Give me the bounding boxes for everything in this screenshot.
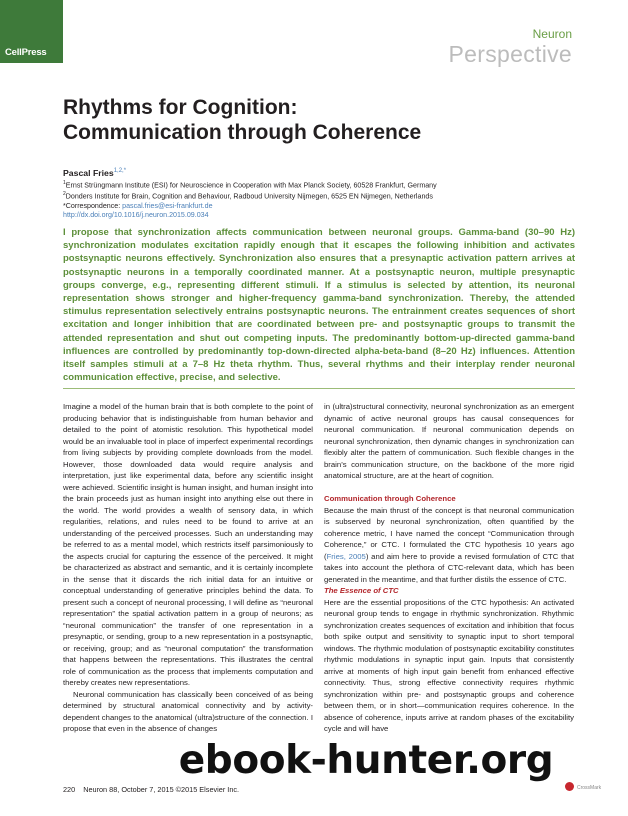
- paragraph: [324, 505, 574, 586]
- affiliation-mark: 1: [63, 179, 66, 186]
- journal-name: Neuron: [532, 27, 572, 41]
- section-heading: Communication through Coherence: [324, 494, 456, 503]
- affiliation-text: Ernst Strüngmann Institute (ESI) for Neuroscience in Cooperation with Max Planck Society, 60528 Frankfurt, Germany: [65, 181, 437, 190]
- body-column-left: [63, 401, 313, 735]
- author-marks: 1,2,*: [113, 168, 127, 174]
- correspondence-email-link[interactable]: pascal.fries@esi-frankfurt.de: [122, 201, 213, 210]
- doi: [63, 211, 583, 220]
- correspondence-label: *Correspondence:: [63, 201, 123, 210]
- affiliation-mark: 2: [63, 191, 66, 198]
- affiliation: [63, 190, 583, 201]
- paragraph: Imagine a model of the human brain that is both complete to the point of producing behavior that is indistinguishable from human behavior and detailed to the point of atomistic resolution. This hypothetical model would be an invaluable tool in place of imperfect experimental recordings from living subjects by providing complete downloads from the model. However, those downloaded data would require analysis and interpretation, just like experimental data, before any scientific insight were achieved. Scientific insight is human insight, and human insight into the brain proceeds just as human insight into anything else out there in the world. The world provides a wealth of sensory data, in which regularities, relations, and rules need to be found to arrive at an understanding of the perceived processes. Such an understanding may be referred to as a mental model, which restricts itself parsimoniously to the aspects crucial for capturing the essence of the perceived. It might be characterized as abstract and semantic, and it is certainly incomplete in the sense that it discards the rich initial data for an intuitive or conceptual understanding of generative principles behind the data. To present such a concept of neuronal processing, I will define as “neuronal representation” the spatial activation pattern in a group of neurons; as “neuronal communication” the transfer of one representation in a presynaptic, or sending, group to a new representation in a postsynaptic, or receiving, group; and as “neuronal computation” the transformation that happens between the representations. This illustrates the central role of communication as the process that implements computation and thereby creates new representations.: [63, 402, 313, 687]
- paragraph: Neuronal communication has classically been conceived of as being determined by structural anatomical connectivity and by activity-dependent changes to the anatomical (ultra)structure of the connection. I propose that even in the absence of changes: [63, 689, 313, 733]
- affiliation-text: Donders Institute for Brain, Cognition and Behaviour, Radboud University Nijmegen, 6525 EN Nijmegen, Netherlands: [65, 192, 433, 201]
- cellpress-logo-text: CellPress: [5, 47, 47, 58]
- paragraph: Here are the essential propositions of the CTC hypothesis: An activated neuronal group tends to engage in rhythmic synchronization. Rhythmic synchronization creates sequences of excitation and inhibition that focus both spike output and sensitivity to synaptic input to short temporal windows. The rhythmic modulation of postsynaptic excitability constitutes rhythmic modulations in synaptic input gain. Inputs that consistently arrive at moments of high input gain benefit from enhanced effective connectivity. Thus, strong effective connectivity requires rhythmic synchronization within pre- and postsynaptic groups and coherence between them, or in short—communication requires coherence. In the absence of coherence, inputs arrive at random phases of the excitability cycle and will have: [324, 597, 574, 733]
- affiliation: [63, 179, 583, 190]
- crossmark-label: CrossMark: [577, 785, 602, 791]
- paragraph: in (ultra)structural connectivity, neuronal synchronization as an emergent dynamic of active neuronal groups has causal consequences for neuronal communication. If neuronal communication depends on neuronal synchronization, then dynamic changes in synchronization can flexibly alter the pattern of communication. Such flexible changes in the brain’s communication structure, on the backbone of the more rigid anatomical structure, are at the heart of cognition.: [324, 402, 574, 480]
- article-type: Perspective: [448, 41, 572, 67]
- body-column-right: [324, 401, 574, 735]
- article-title: [63, 95, 503, 145]
- title-line: Rhythms for Cognition:: [63, 96, 298, 119]
- cellpress-logo: [0, 0, 63, 63]
- subsection-heading: The Essence of CTC: [324, 586, 399, 595]
- title-line: Communication through Coherence: [63, 121, 422, 144]
- citation-link[interactable]: Fries, 2005: [326, 551, 366, 561]
- author-name-line: [63, 166, 583, 179]
- page-number: 220: [63, 785, 76, 794]
- abstract: I propose that synchronization affects communication between neuronal groups. Gamma-band (30–90 Hz) synchronization modulates excitation rapidly enough that it escapes the following inhibition and activates postsynaptic neurons effectively. Synchronization also ensures that a presynaptic activation pattern arrives at postsynaptic neurons in a temporally coordinated manner. At a postsynaptic neuron, multiple presynaptic groups converge, e.g., representing different stimuli. If a stimulus is selected by attention, its neuronal representation shows stronger and higher-frequency gamma-band synchronization. Thereby, the attended stimulus representation selectively entrains postsynaptic neurons. The entrainment creates sequences of short excitation and longer inhibition that are coordinated between pre- and postsynaptic groups to transmit the attended representation and shut out competing inputs. The predominantly bottom-up-directed gamma-band influences are controlled by predominantly top-down-directed alpha-beta-band (8–20 Hz) influences. Attention itself samples stimuli at a 7–8 Hz theta rhythm. Thus, several rhythms and their interplay render neuronal communication effective, precise, and selective.: [63, 227, 575, 384]
- doi-link[interactable]: http://dx.doi.org/10.1016/j.neuron.2015.09.034: [63, 210, 209, 219]
- author-block: [63, 166, 583, 220]
- author-name: Pascal Fries: [63, 167, 114, 178]
- correspondence: [63, 202, 583, 211]
- paragraph-text: Because the main thrust of the concept is that neuronal communication is subserved by neuronal synchronization, often quantified by the coherence metric, I have named the concept “Communication through Coherence,” or CTC. I formulated the CTC hypothesis 10 years ago (: [324, 505, 574, 561]
- divider: [63, 388, 575, 389]
- footer-citation: Neuron 88, October 7, 2015 ©2015 Elsevier Inc.: [83, 785, 240, 794]
- paragraph-text: ) and aim here to provide a revised formulation of CTC that takes into account the plethora of CTC-relevant data, which has been generated in the meantime, and that further distils the essence of CTC.: [324, 551, 574, 584]
- watermark: ebook-hunter.org: [178, 738, 554, 783]
